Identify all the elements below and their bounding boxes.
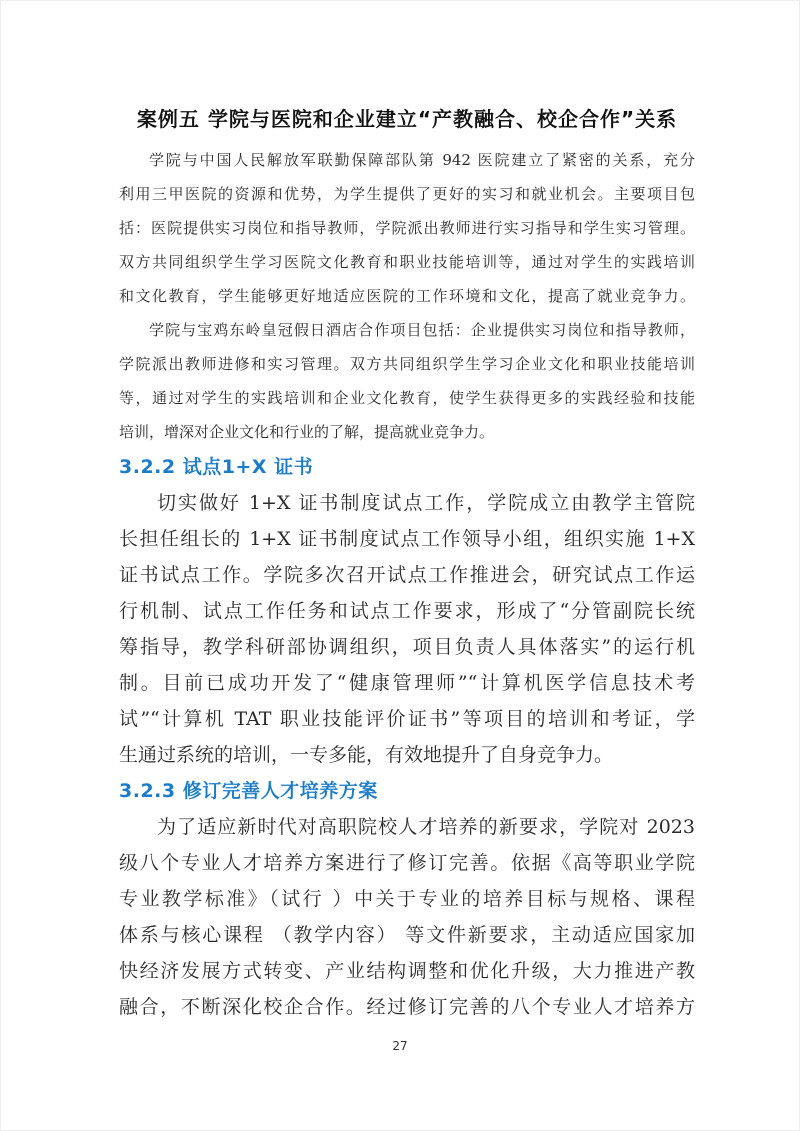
text-line: 制。目前已成功开发了“健康管理师”“计算机医学信息技术考 <box>119 672 695 694</box>
section-heading-3-2-2: 3.2.2 试点1+X 证书 <box>119 456 314 478</box>
text-line: 级八个专业人才培养方案进行了修订完善。依据《高等职业学院 <box>119 852 695 874</box>
page-number: 27 <box>392 1039 408 1053</box>
text-line: 等，通过对学生的实践培训和企业文化教育，使学生获得更多的实践经验和技能 <box>119 389 695 407</box>
text-line: 学院与宝鸡东岭皇冠假日酒店合作项目包括：企业提供实习岗位和指导教师， <box>149 321 695 339</box>
text-line: 学院与中国人民解放军联勤保障部队第 942 医院建立了紧密的关系，充分 <box>149 151 695 169</box>
text-line: 和文化教育，学生能够更好地适应医院的工作环境和文化，提高了就业竞争力。 <box>119 287 695 305</box>
text-line: 融合，不断深化校企合作。经过修订完善的八个专业人才培养方 <box>119 996 695 1018</box>
text-line: 专业教学标准》（试行 ）中关于专业的培养目标与规格、课程 <box>119 888 695 910</box>
text-line: 生通过系统的培训，一专多能，有效地提升了自身竞争力。 <box>119 744 614 766</box>
text-line: 快经济发展方式转变、产业结构调整和优化升级，大力推进产教 <box>119 960 695 982</box>
text-line: 行机制、试点工作任务和试点工作要求，形成了“分管副院长统 <box>119 600 695 622</box>
text-line: 筹指导，教学科研部协调组织，项目负责人具体落实”的运行机 <box>119 636 695 658</box>
paragraph-hotel-cooperation <box>119 313 695 449</box>
text-line: 学院派出教师进修和实习管理。双方共同组织学生学习企业文化和职业技能培训 <box>119 355 695 373</box>
case-study-heading: 案例五 学院与医院和企业建立“产教融合、校企合作”关系 <box>136 107 678 131</box>
document-content <box>119 105 695 1025</box>
paragraph-1x-certificate-pilot <box>119 485 695 773</box>
paragraph-hospital-cooperation <box>119 143 695 313</box>
text-line: 证书试点工作。学院多次召开试点工作推进会，研究试点工作运 <box>119 564 695 586</box>
text-line: 双方共同组织学生学习医院文化教育和职业技能培训等，通过对学生的实践培训 <box>119 253 695 271</box>
text-line: 试”“计算机 TAT 职业技能评价证书”等项目的培训和考证，学 <box>119 708 695 730</box>
text-line: 利用三甲医院的资源和优势，为学生提供了更好的实习和就业机会。主要项目包 <box>119 185 695 203</box>
text-line: 括：医院提供实习岗位和指导教师，学院派出教师进行实习指导和学生实习管理。 <box>119 219 695 237</box>
text-line: 为了适应新时代对高职院校人才培养的新要求，学院对 2023 <box>157 816 695 838</box>
text-line: 培训，增深对企业文化和行业的了解，提高就业竞争力。 <box>119 423 495 441</box>
paragraph-talent-training-plan <box>119 809 695 1025</box>
text-line: 长担任组长的 1+X 证书制度试点工作领导小组，组织实施 1+X <box>119 528 695 550</box>
text-line: 切实做好 1+X 证书制度试点工作，学院成立由教学主管院 <box>157 492 695 514</box>
section-heading-3-2-3: 3.2.3 修订完善人才培养方案 <box>119 780 378 802</box>
text-line: 体系与核心课程 （教学内容） 等文件新要求，主动适应国家加 <box>119 924 695 946</box>
